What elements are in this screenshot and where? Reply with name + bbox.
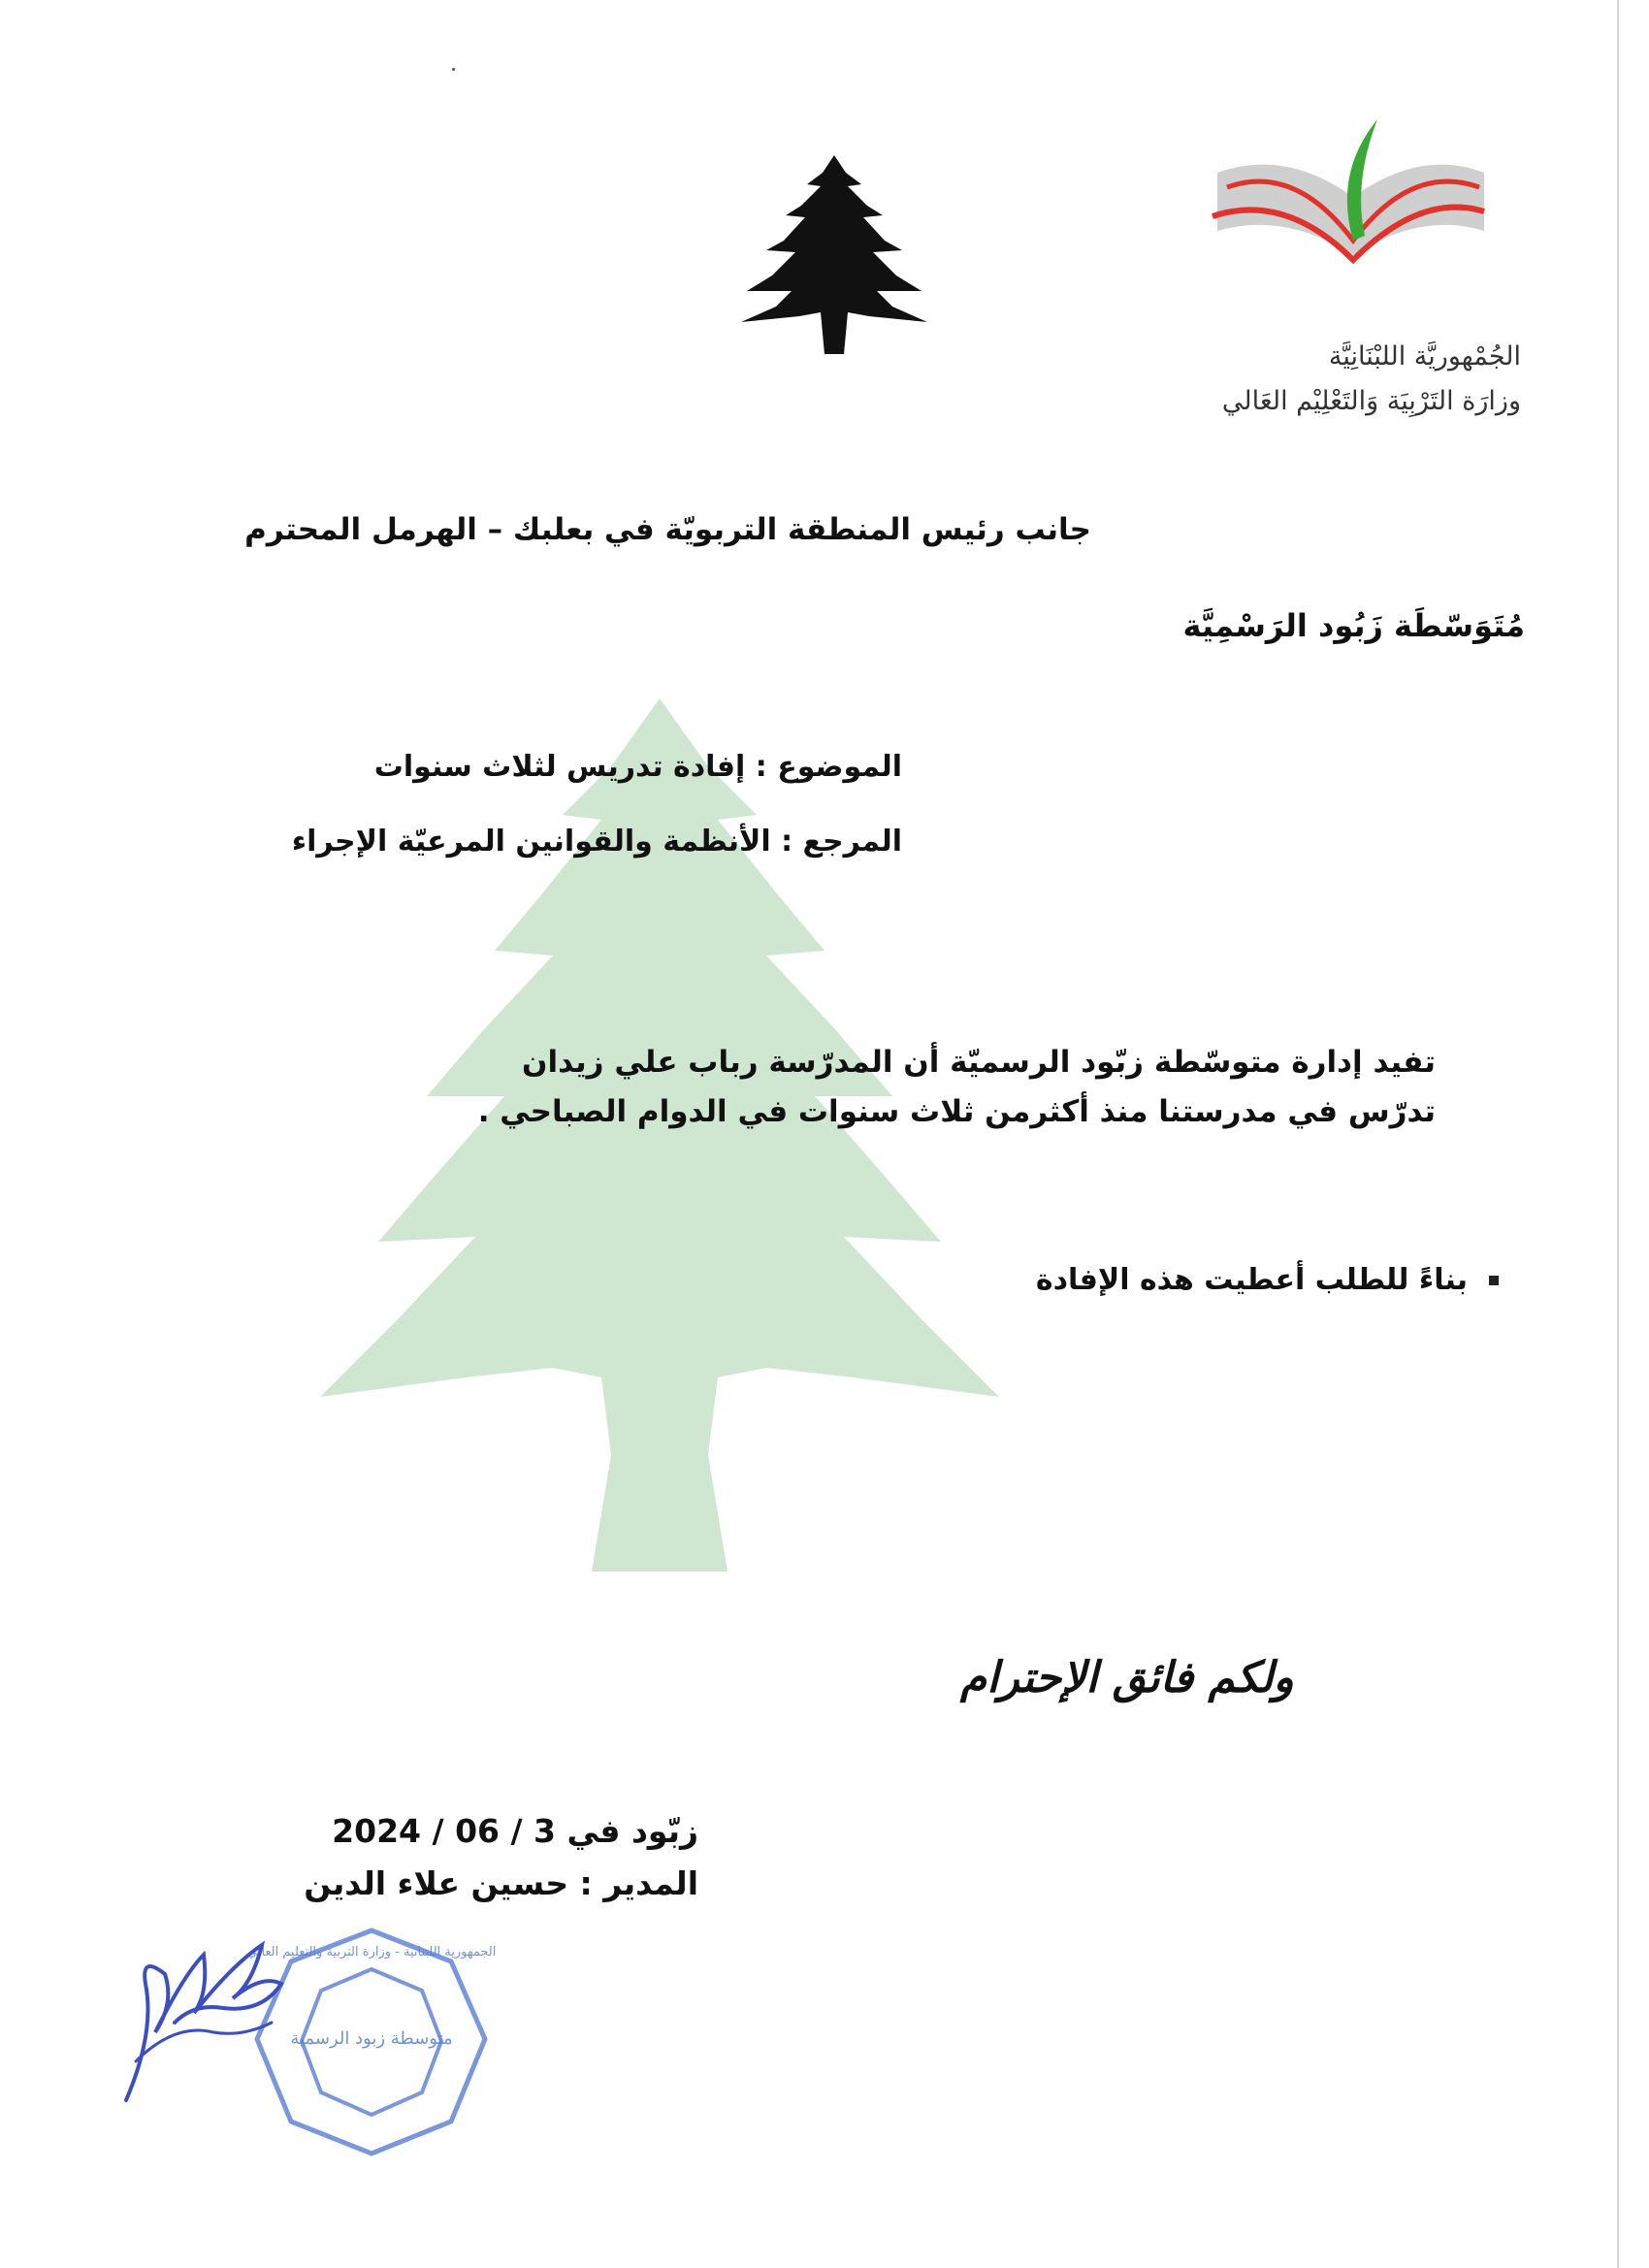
- reference-line: [292, 825, 902, 859]
- stamp-outer-text: الجمهورية اللبنانية - وزارة التربية والتعليم العالي: [246, 1945, 497, 1960]
- scan-edge-line: [1617, 0, 1619, 2268]
- subject-label: الموضوع :: [755, 750, 902, 784]
- ministry-name-line2: وزارَة التَرْبِيَة وَالتَعْلِيْم العَالي: [1221, 386, 1521, 416]
- reference-label: المرجع :: [781, 825, 902, 859]
- reference-value: الأنظمة والقوانين المرعيّة الإجراء: [291, 825, 771, 859]
- signature-scribble: [116, 1916, 291, 2110]
- recipient-line: جانب رئيس المنطقة التربويّة في بعلبك – الهرمل المحترم: [244, 512, 1091, 547]
- school-name: مُتَوَسّطَة زَبُود الرَسْمِيَّة: [1182, 607, 1525, 644]
- closing-text: ولكم فائق الإحترام: [960, 1653, 1294, 1702]
- bullet-square-icon: [1489, 1276, 1499, 1285]
- scan-dot: [452, 68, 455, 71]
- letter-body: تفيد إدارة متوسّطة زبّود الرسميّة أن المدرّسة رباب علي زيدان تدرّس في مدرستنا منذ أكثرمن ثلاث سنوات في الدوام الصباحي .: [477, 1045, 1436, 1129]
- ministry-book-logo: [1208, 114, 1489, 323]
- director-line: المدير : حسين علاء الدين: [304, 1864, 698, 1902]
- stamp-inner-text: متوسطة زبود الرسمية: [290, 2028, 453, 2049]
- bullet-text: بناءً للطلب أعطيت هذه الإفادة: [1035, 1263, 1468, 1297]
- subject-value: إفادة تدريس لثلاث سنوات: [373, 750, 746, 784]
- ministry-name-line1: الجُمْهوريَّة اللبْنَانِيَّة: [1328, 341, 1521, 372]
- lebanese-cedar-icon: [737, 155, 931, 354]
- place-date-line: زبّود في 3 / 06 / 2024: [332, 1812, 698, 1850]
- bullet-item: [1036, 1263, 1499, 1297]
- subject-line: [374, 750, 902, 784]
- closing-calligraphy: [650, 1622, 1294, 1729]
